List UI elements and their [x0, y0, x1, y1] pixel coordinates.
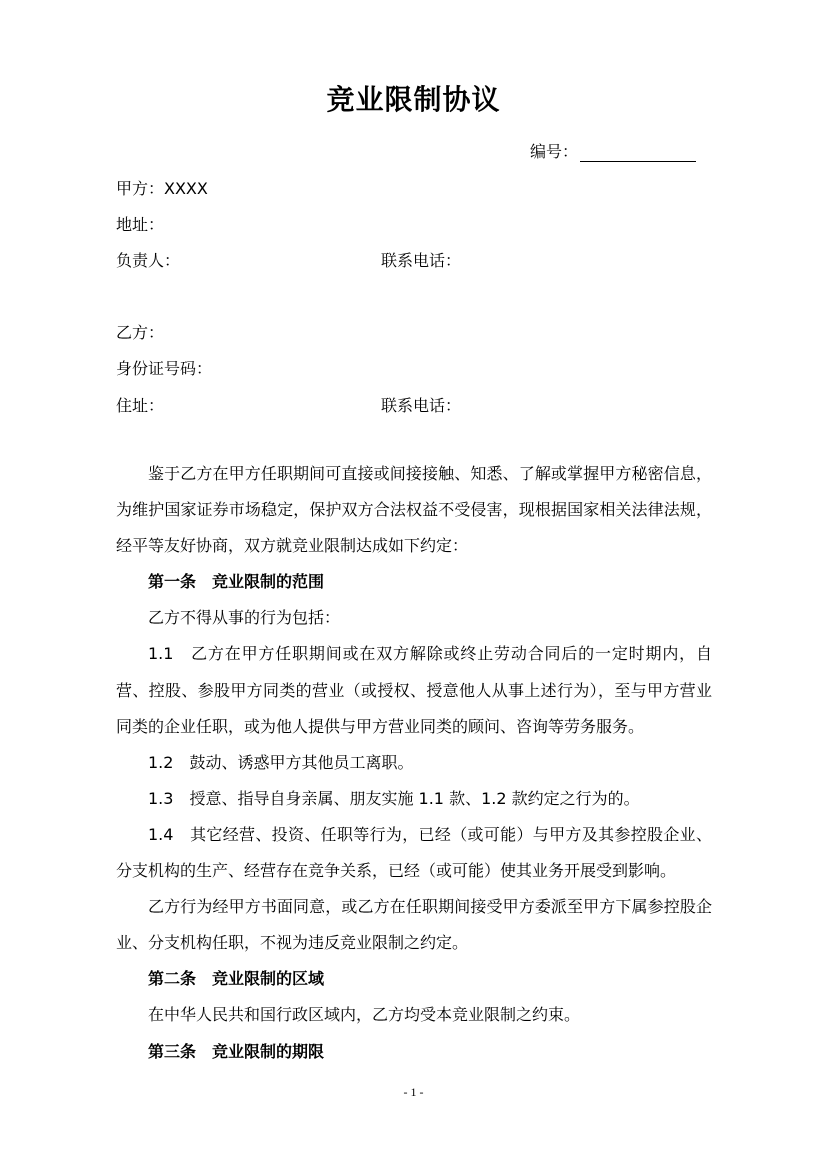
- clause-1-2: 1.2 鼓动、诱惑甲方其他员工离职。: [148, 752, 414, 772]
- party-b-address-label: 住址：: [116, 396, 165, 415]
- document-number-label: 编号：: [530, 142, 579, 161]
- clause-1-3: 1.3 授意、指导自身亲属、朋友实施 1.1 款、1.2 款约定之行为的。: [148, 788, 640, 808]
- clause-1-4: 1.4 其它经营、投资、任职等行为，已经（或可能）与甲方及其参控股企业、分支机构的生产、经营存在竞争关系，已经（或可能）使其业务开展受到影响。: [116, 824, 712, 881]
- article-1-lead: 乙方不得从事的行为包括：: [148, 608, 341, 628]
- party-a-phone-label: 联系电话：: [381, 251, 462, 270]
- article-2-text: 在中华人民共和国行政区域内，乙方均受本竞业限制之约束。: [148, 1005, 581, 1025]
- agreement-body: [116, 456, 712, 1070]
- party-b-phone-label: 联系电话：: [381, 396, 462, 415]
- article-1-heading: 第一条 竞业限制的范围: [148, 572, 325, 592]
- document-number-blank: [580, 143, 696, 162]
- page-number: - 1 -: [403, 1085, 424, 1099]
- party-a-person-label: 负责人：: [116, 251, 181, 270]
- party-b-label: 乙方：: [116, 323, 165, 342]
- document-number: [530, 139, 696, 162]
- party-a-address-label: 地址：: [116, 215, 165, 234]
- intro-paragraph: 鉴于乙方在甲方任职期间可直接或间接接触、知悉、了解或掌握甲方秘密信息，为维护国家证券市场稳定，保护双方合法权益不受侵害，现根据国家相关法律法规，经平等友好协商，双方就竞业限制达成如下约定：: [116, 464, 712, 556]
- clause-1-1: 1.1 乙方在甲方任职期间或在双方解除或终止劳动合同后的一定时期内，自营、控股、参股甲方同类的营业（或授权、授意他人从事上述行为），至与甲方营业同类的企业任职，或为他人提供与甲方营业同类的顾问、咨询等劳务服务。: [116, 644, 712, 736]
- article-3-heading: 第三条 竞业限制的期限: [148, 1041, 325, 1061]
- article-2-heading: 第二条 竞业限制的区域: [148, 969, 325, 989]
- party-a-label: 甲方：XXXX: [116, 179, 208, 198]
- document-title: 竞业限制协议: [326, 83, 501, 116]
- party-b-id-label: 身份证号码：: [116, 359, 213, 378]
- exception-paragraph: 乙方行为经甲方书面同意，或乙方在任职期间接受甲方委派至甲方下属参控股企业、分支机构任职，不视为违反竞业限制之约定。: [116, 897, 712, 953]
